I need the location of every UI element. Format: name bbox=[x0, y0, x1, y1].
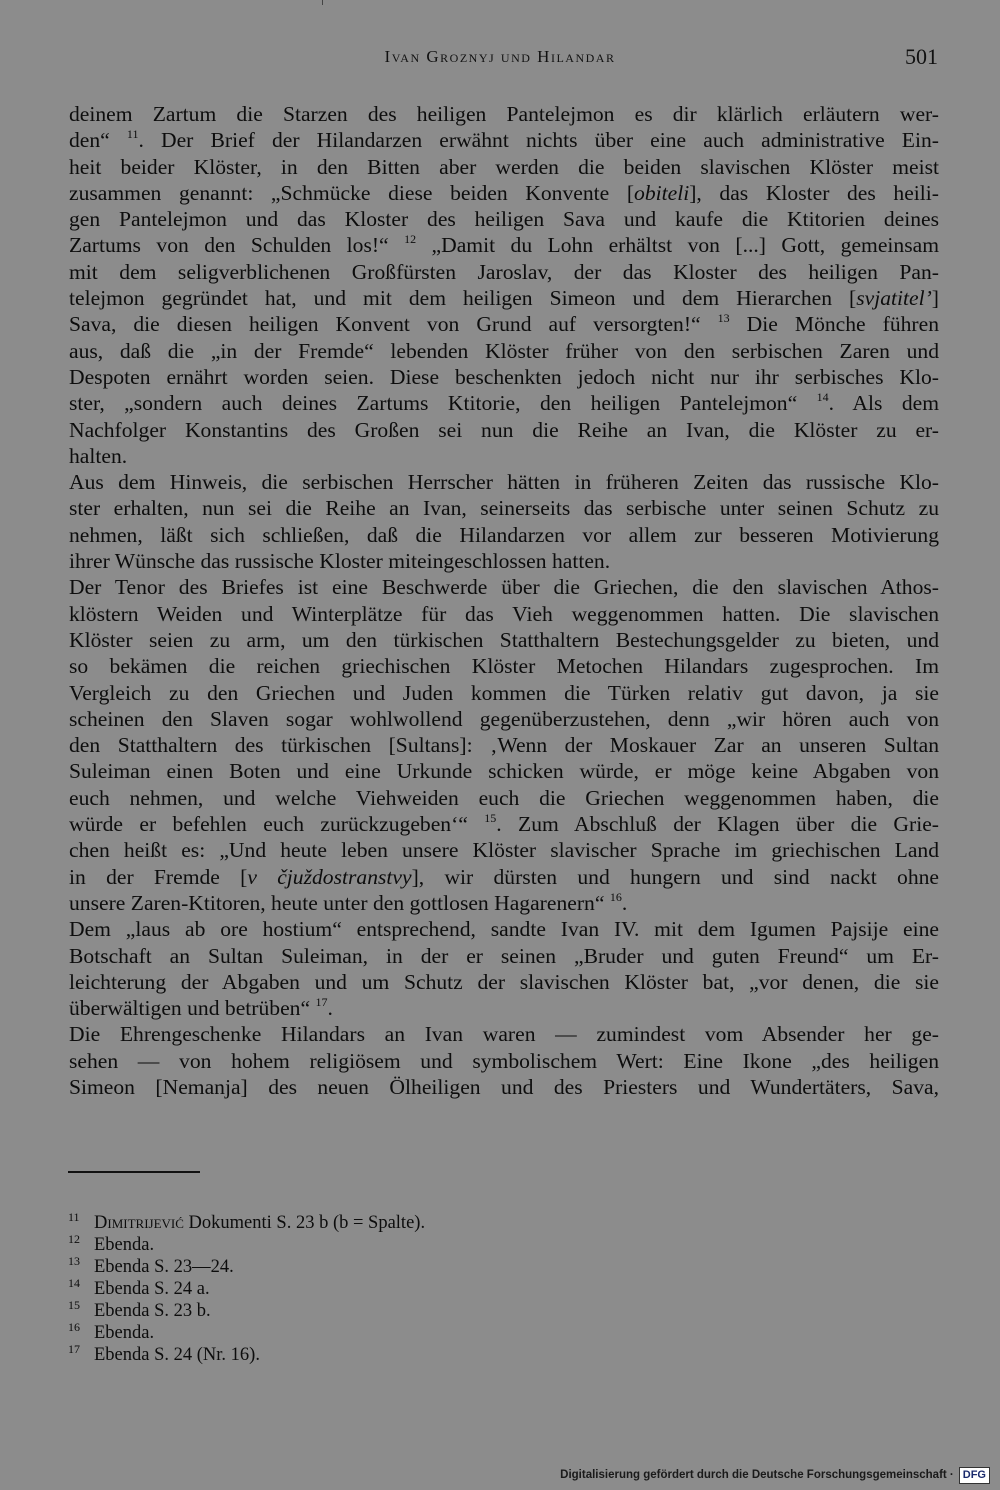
text-line: klöstern Weiden und Winterplätze für das Vieh weggenommen hatten. Die slavischen bbox=[69, 601, 939, 626]
footnote-divider bbox=[68, 1171, 200, 1173]
dfg-logo[interactable]: DFG bbox=[959, 1467, 990, 1484]
footnote: 13 Ebenda S. 23—24. bbox=[68, 1254, 234, 1277]
credit-text: Digitalisierung gefördert durch die Deutsche Forschungsgemeinschaft · bbox=[560, 1469, 954, 1481]
text-line: Despoten ernährt worden seien. Diese beschenkten jedoch nicht nur ihr serbisches Klo- bbox=[69, 364, 939, 389]
text-line: aus, daß die „in der Fremde“ lebenden Klöster früher von den serbischen Zaren und bbox=[69, 338, 939, 363]
text-line: ster, „sondern auch deines Zartums Ktitorie, den heiligen Pantelejmon“ $^{14}$. Als dem bbox=[69, 390, 940, 416]
footnote: 11 Dimitrijević Dokumenti S. 23 b (b = Spalte). bbox=[68, 1210, 426, 1233]
text-line: telejmon gegründet hat, und mit dem heiligen Simeon und dem Hierarchen [svjatitel’] bbox=[69, 286, 939, 311]
text-line: Aus dem Hinweis, die serbischen Herrscher hätten in früheren Zeiten das russische Klo- bbox=[69, 470, 939, 495]
text-line: unsere Zaren-Ktitoren, heute unter den gottlosen Hagarenern“ $^{16}$. bbox=[69, 889, 628, 915]
running-title: Ivan Groznyj und Hilandar bbox=[384, 47, 616, 66]
scan-mark bbox=[317, 0, 323, 5]
text-line: den“ $^{11}$. Der Brief der Hilandarzen erwähnt nichts über eine auch administrative Ein- bbox=[69, 127, 939, 153]
footnote-text: Ebenda S. 23—24. bbox=[94, 1257, 234, 1277]
footnote-text: Ebenda. bbox=[94, 1323, 155, 1343]
text-line: Zartums von den Schulden los!“ $^{12}$ „Damit du Lohn erhältst von [...] Gott, gemeinsam bbox=[69, 232, 939, 258]
text-line: Simeon [Nemanja] des neuen Ölheiligen und des Priesters und Wundertäters, Sava, bbox=[69, 1074, 939, 1099]
footnote-text: Ebenda S. 23 b. bbox=[94, 1301, 211, 1321]
text-line: gen Pantelejmon und das Kloster des heiligen Sava und kaufe die Ktitorien deines bbox=[69, 207, 939, 232]
text-line: Sava, die diesen heiligen Konvent von Grund auf versorgten!“ $^{13}$ Die Mönche führen bbox=[69, 311, 939, 337]
text-line: Der Tenor des Briefes ist eine Beschwerde über die Griechen, die den slavischen Athos- bbox=[69, 575, 939, 600]
text-line: chen heißt es: „Und heute leben unsere Klöster slavischer Sprache im griechischen Land bbox=[69, 838, 939, 863]
text-line: Dem „laus ab ore hostium“ entsprechend, sandte Ivan IV. mit dem Igumen Pajsije eine bbox=[69, 917, 939, 942]
digitization-credit bbox=[560, 1465, 990, 1485]
text-line: den Statthaltern des türkischen [Sultans]: ‚Wenn der Moskauer Zar an unseren Sultan bbox=[69, 733, 939, 758]
footnote-text: Ebenda S. 24 (Nr. 16). bbox=[94, 1345, 260, 1365]
text-line: zusammen genannt: „Schmücke diese beiden Konvente [obiteli], das Kloster des heili- bbox=[69, 180, 939, 205]
footnote: 16 Ebenda. bbox=[68, 1320, 155, 1343]
text-line: Klöster seien zu arm, um den türkischen Statthaltern Bestechungsgelder zu bieten, und bbox=[69, 627, 939, 652]
text-line: würde er befehlen euch zurückzugeben‘“ $^{15}$. Zum Abschluß der Klagen über die Grie- bbox=[69, 811, 939, 837]
text-line: so bekämen die reichen griechischen Klöster Metochen Hilandars zugesprochen. Im bbox=[69, 654, 939, 679]
page-number: 501 bbox=[905, 44, 938, 69]
text-line: heit beider Klöster, in den Bitten aber werden die beiden slavischen Klöster meist bbox=[69, 154, 939, 179]
text-line: nehmen, läßt sich schließen, daß die Hilandarzen vor allem zur besseren Motivierung bbox=[69, 522, 939, 547]
footnote: 17 Ebenda S. 24 (Nr. 16). bbox=[68, 1342, 260, 1365]
text-line: leichterung der Abgaben und um Schutz der slavischen Klöster bat, „vor denen, die sie bbox=[69, 969, 939, 994]
text-line: euch nehmen, und welche Viehweiden euch die Griechen weggenommen haben, die bbox=[69, 785, 939, 810]
text-line: überwältigen und betrüben“ $^{17}$. bbox=[69, 995, 333, 1021]
text-line: mit dem seligverblichenen Großfürsten Jaroslav, der das Kloster des heiligen Pan- bbox=[69, 259, 939, 284]
text-line: sehen — von hohem religiösem und symbolischem Wert: Eine Ikone „des heiligen bbox=[69, 1048, 939, 1073]
text-line: Nachfolger Konstantins des Großen sei nun die Reihe an Ivan, die Klöster zu er- bbox=[69, 417, 939, 442]
footnotes bbox=[68, 1212, 768, 1366]
footnote: 14 Ebenda S. 24 a. bbox=[68, 1276, 210, 1299]
text-line: Botschaft an Sultan Suleiman, in der er seinen „Bruder und guten Freund“ um Er- bbox=[69, 943, 939, 968]
body-text bbox=[69, 101, 939, 1100]
text-line: ihrer Wünsche das russische Kloster miteingeschlossen hatten. bbox=[69, 549, 611, 574]
footnote: 12 Ebenda. bbox=[68, 1232, 155, 1255]
footnote-text: Ebenda S. 24 a. bbox=[94, 1279, 210, 1299]
text-line: Die Ehrengeschenke Hilandars an Ivan waren — zumindest vom Absender her ge- bbox=[69, 1022, 939, 1047]
footnote-text: Ebenda. bbox=[94, 1235, 155, 1255]
text-line: Suleiman einen Boten und eine Urkunde schicken würde, er möge keine Abgaben von bbox=[69, 759, 939, 784]
text-line: halten. bbox=[69, 443, 128, 468]
text-line: deinem Zartum die Starzen des heiligen Pantelejmon es dir klärlich erläutern wer- bbox=[69, 102, 939, 126]
text-line: ster erhalten, nun sei die Reihe an Ivan, seinerseits das serbische unter seinen Schutz zu bbox=[69, 496, 939, 521]
footnote: 15 Ebenda S. 23 b. bbox=[68, 1298, 211, 1321]
footnote-text: Dimitrijević Dokumenti S. 23 b (b = Spalte). bbox=[94, 1213, 426, 1233]
text-line: Vergleich zu den Griechen und Juden kommen die Türken relativ gut davon, ja sie bbox=[69, 680, 939, 705]
text-line: scheinen den Slaven sogar wohlwollend gegenüberzustehen, denn „wir hören auch von bbox=[69, 706, 939, 731]
text-line: in der Fremde [v čjuždostranstvy], wir dürsten und hungern und sind nackt ohne bbox=[69, 864, 940, 889]
